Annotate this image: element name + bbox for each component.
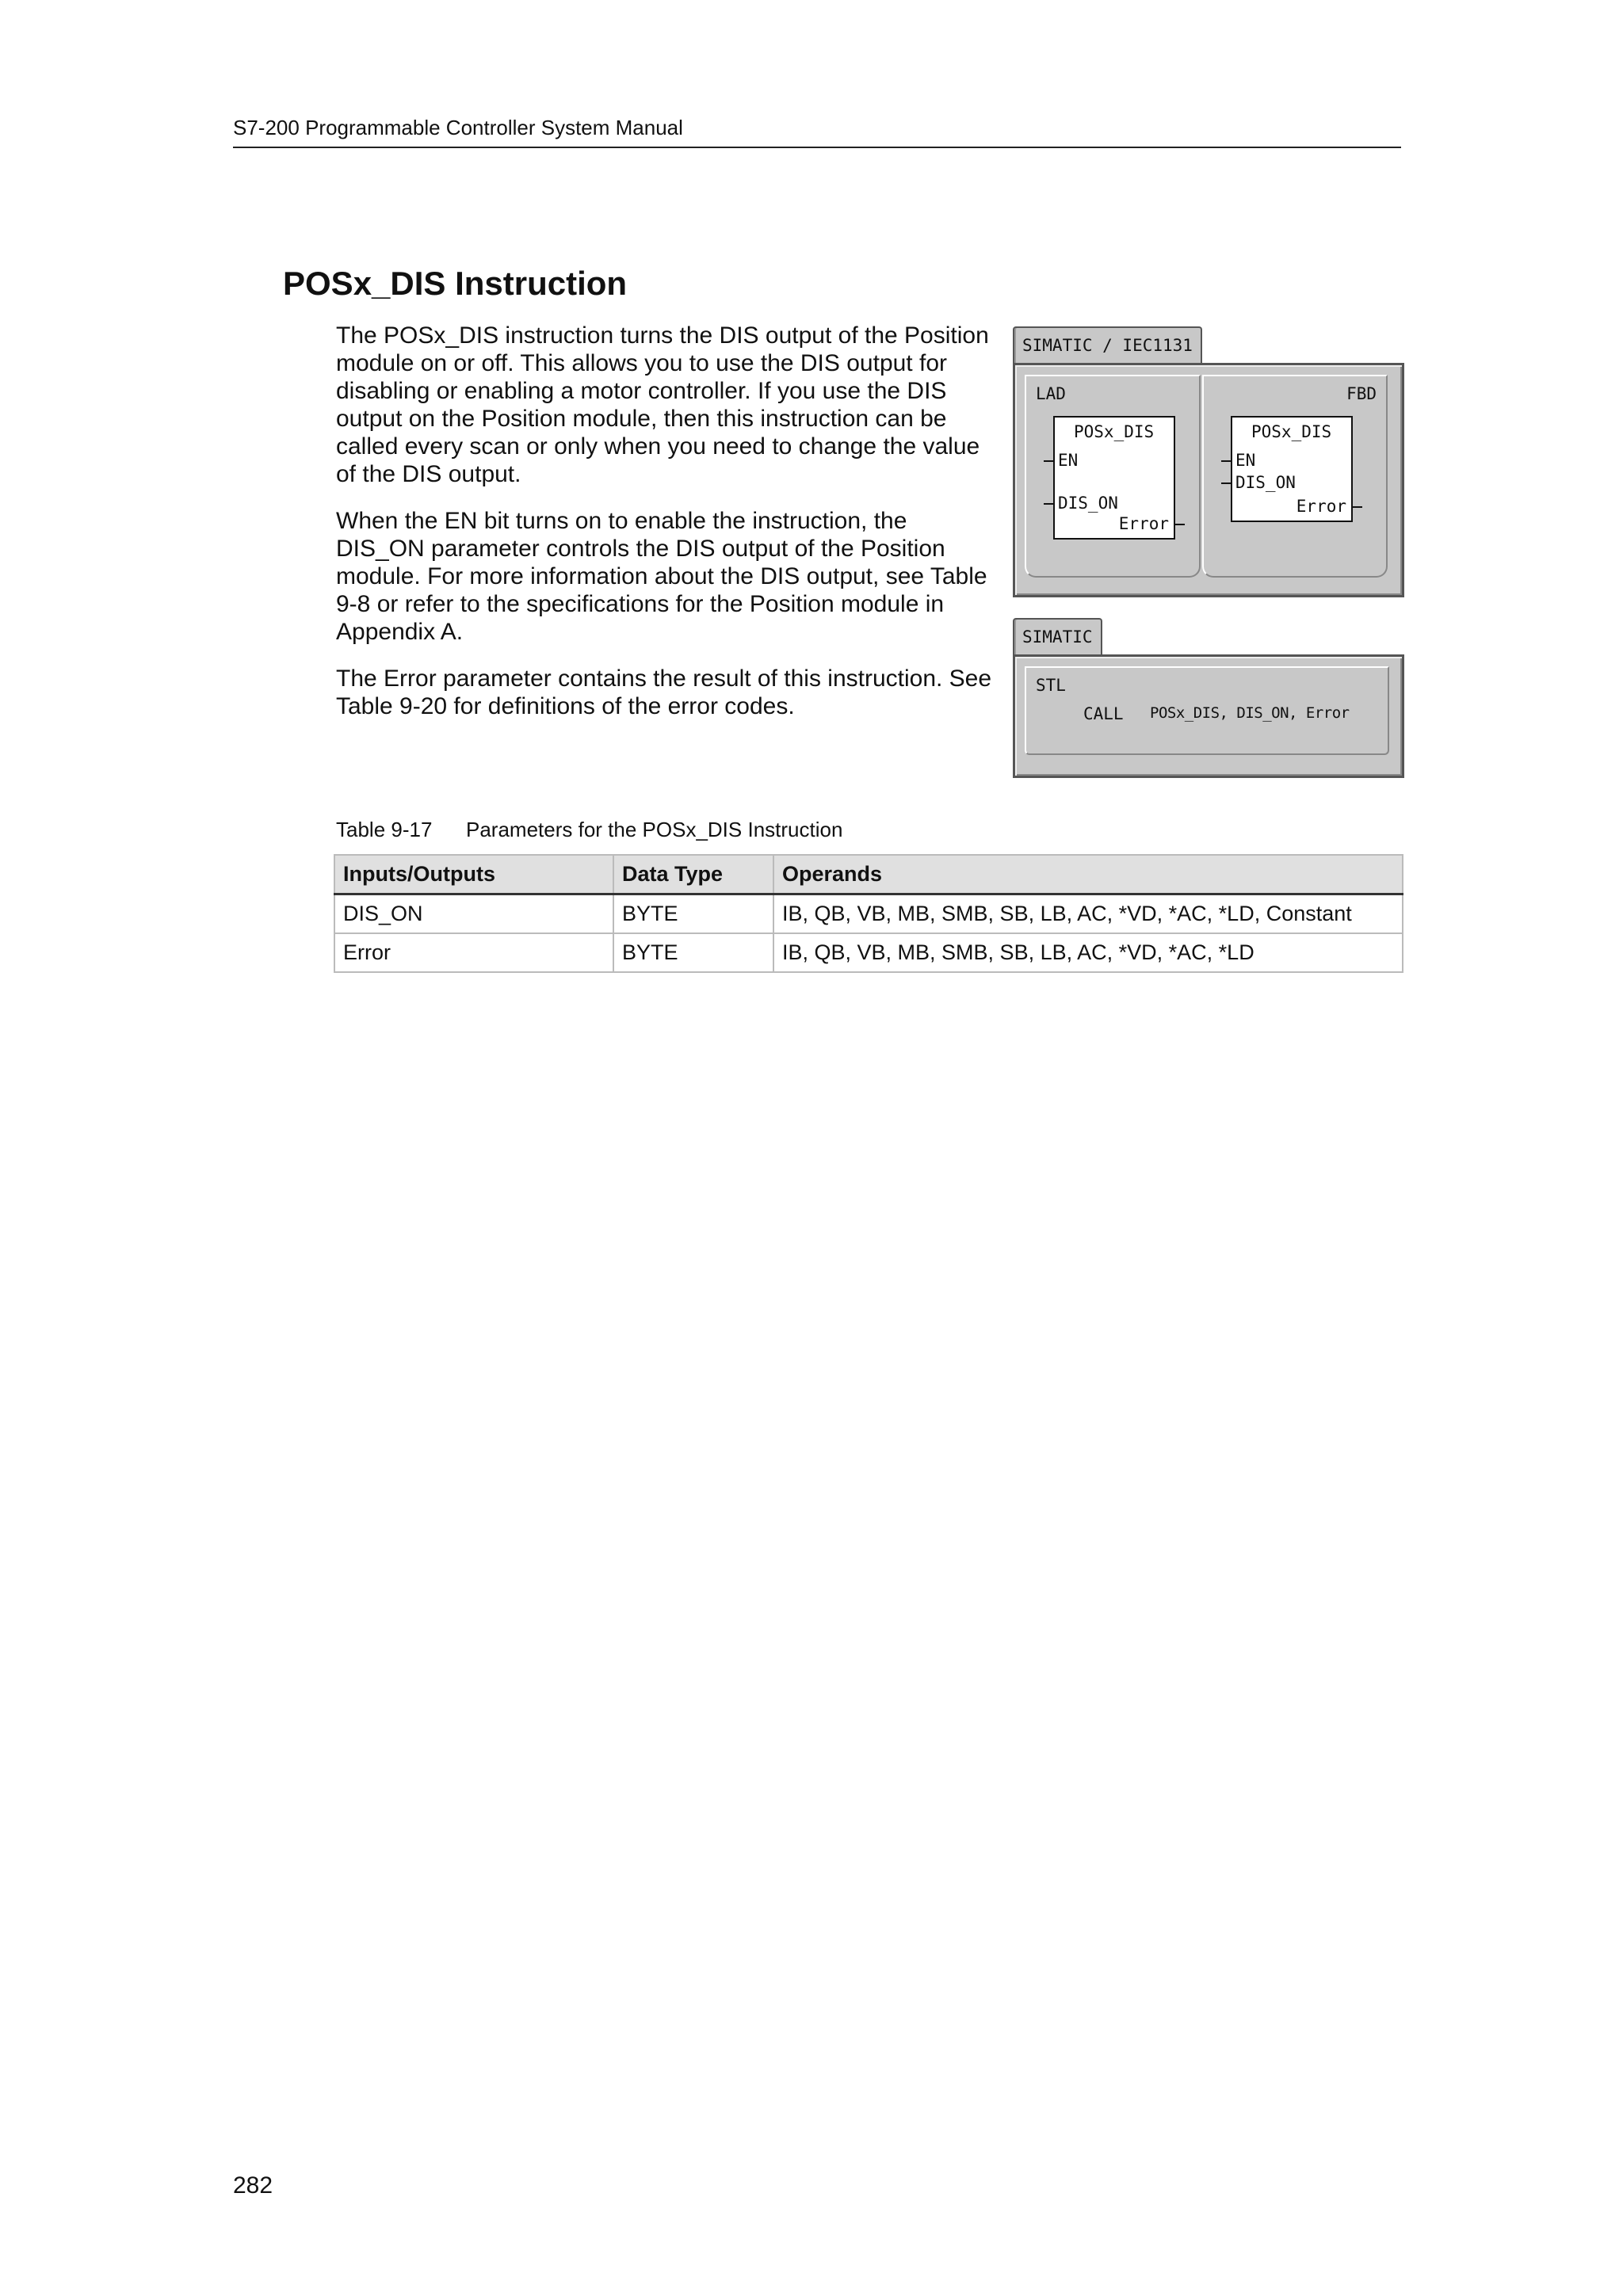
body-text [336, 322, 1002, 739]
cell-io: DIS_ON [334, 894, 613, 934]
header-operands: Operands [773, 855, 1403, 894]
fbd-block [1231, 416, 1353, 522]
section-title: POSx_DIS Instruction [283, 265, 628, 302]
stl-label: STL [1036, 676, 1066, 695]
stl-panel [1013, 654, 1404, 778]
table-row [334, 933, 1403, 972]
simatic-tab: SIMATIC [1013, 618, 1102, 656]
cell-operands: IB, QB, VB, MB, SMB, SB, LB, AC, *VD, *AC, *LD, Constant [773, 894, 1403, 934]
cell-type: BYTE [613, 933, 773, 972]
fbd-dis-on-pin [1221, 482, 1232, 484]
table-caption [336, 818, 842, 842]
running-header: S7-200 Programmable Controller System Manual [233, 116, 1401, 148]
fbd-block-name: POSx_DIS [1251, 422, 1332, 441]
fbd-error-pin [1351, 506, 1362, 508]
cell-operands: IB, QB, VB, MB, SMB, SB, LB, AC, *VD, *AC, *LD [773, 933, 1403, 972]
stl-subpanel [1025, 666, 1389, 755]
lad-label: LAD [1036, 384, 1066, 403]
paragraph-1: The POSx_DIS instruction turns the DIS output of the Position module on or off. This allows you to use the DIS output for disabling or enabling a motor controller. If you use the DIS output on the Position module, then this instruction can be called every scan or only when you need to change the value of the DIS output. [336, 322, 989, 487]
stl-call-op: CALL [1083, 704, 1124, 723]
lad-error-label: Error [1118, 514, 1169, 533]
table-header-row [334, 855, 1403, 894]
lad-fbd-figure [1013, 326, 1404, 602]
fbd-subpanel [1202, 375, 1388, 578]
lad-fbd-panel [1013, 363, 1404, 597]
cell-io: Error [334, 933, 613, 972]
lad-en-pin [1044, 460, 1055, 462]
cell-type: BYTE [613, 894, 773, 934]
lad-subpanel [1025, 375, 1201, 578]
header-data-type: Data Type [613, 855, 773, 894]
lad-block-name: POSx_DIS [1074, 422, 1155, 441]
lad-block [1053, 416, 1175, 540]
fbd-en-label: EN [1235, 451, 1256, 470]
page-number: 282 [233, 2172, 273, 2199]
parameters-table [334, 854, 1403, 973]
simatic-iec-tab: SIMATIC / IEC1131 [1013, 326, 1202, 364]
lad-dis-on-label: DIS_ON [1058, 494, 1118, 513]
lad-en-label: EN [1058, 451, 1079, 470]
lad-dis-on-pin [1044, 503, 1055, 505]
paragraph-2: When the EN bit turns on to enable the instruction, the DIS_ON parameter controls the DIS output of the Position module. For more information about the DIS output, see Table 9-8 or refer to the specifications for the Position module in Appendix A. [336, 508, 987, 645]
table-row [334, 894, 1403, 934]
stl-call-args: POSx_DIS, DIS_ON, Error [1150, 704, 1350, 722]
stl-figure [1013, 618, 1404, 784]
header-inputs-outputs: Inputs/Outputs [334, 855, 613, 894]
fbd-label: FBD [1346, 384, 1377, 403]
fbd-error-label: Error [1296, 497, 1346, 516]
fbd-dis-on-label: DIS_ON [1235, 473, 1296, 492]
table-number: Table 9-17 [336, 818, 433, 841]
lad-error-pin [1174, 524, 1185, 525]
paragraph-3: The Error parameter contains the result of this instruction. See Table 9-20 for definitions of the error codes. [336, 666, 992, 719]
fbd-en-pin [1221, 460, 1232, 462]
table-title: Parameters for the POSx_DIS Instruction [466, 818, 843, 841]
